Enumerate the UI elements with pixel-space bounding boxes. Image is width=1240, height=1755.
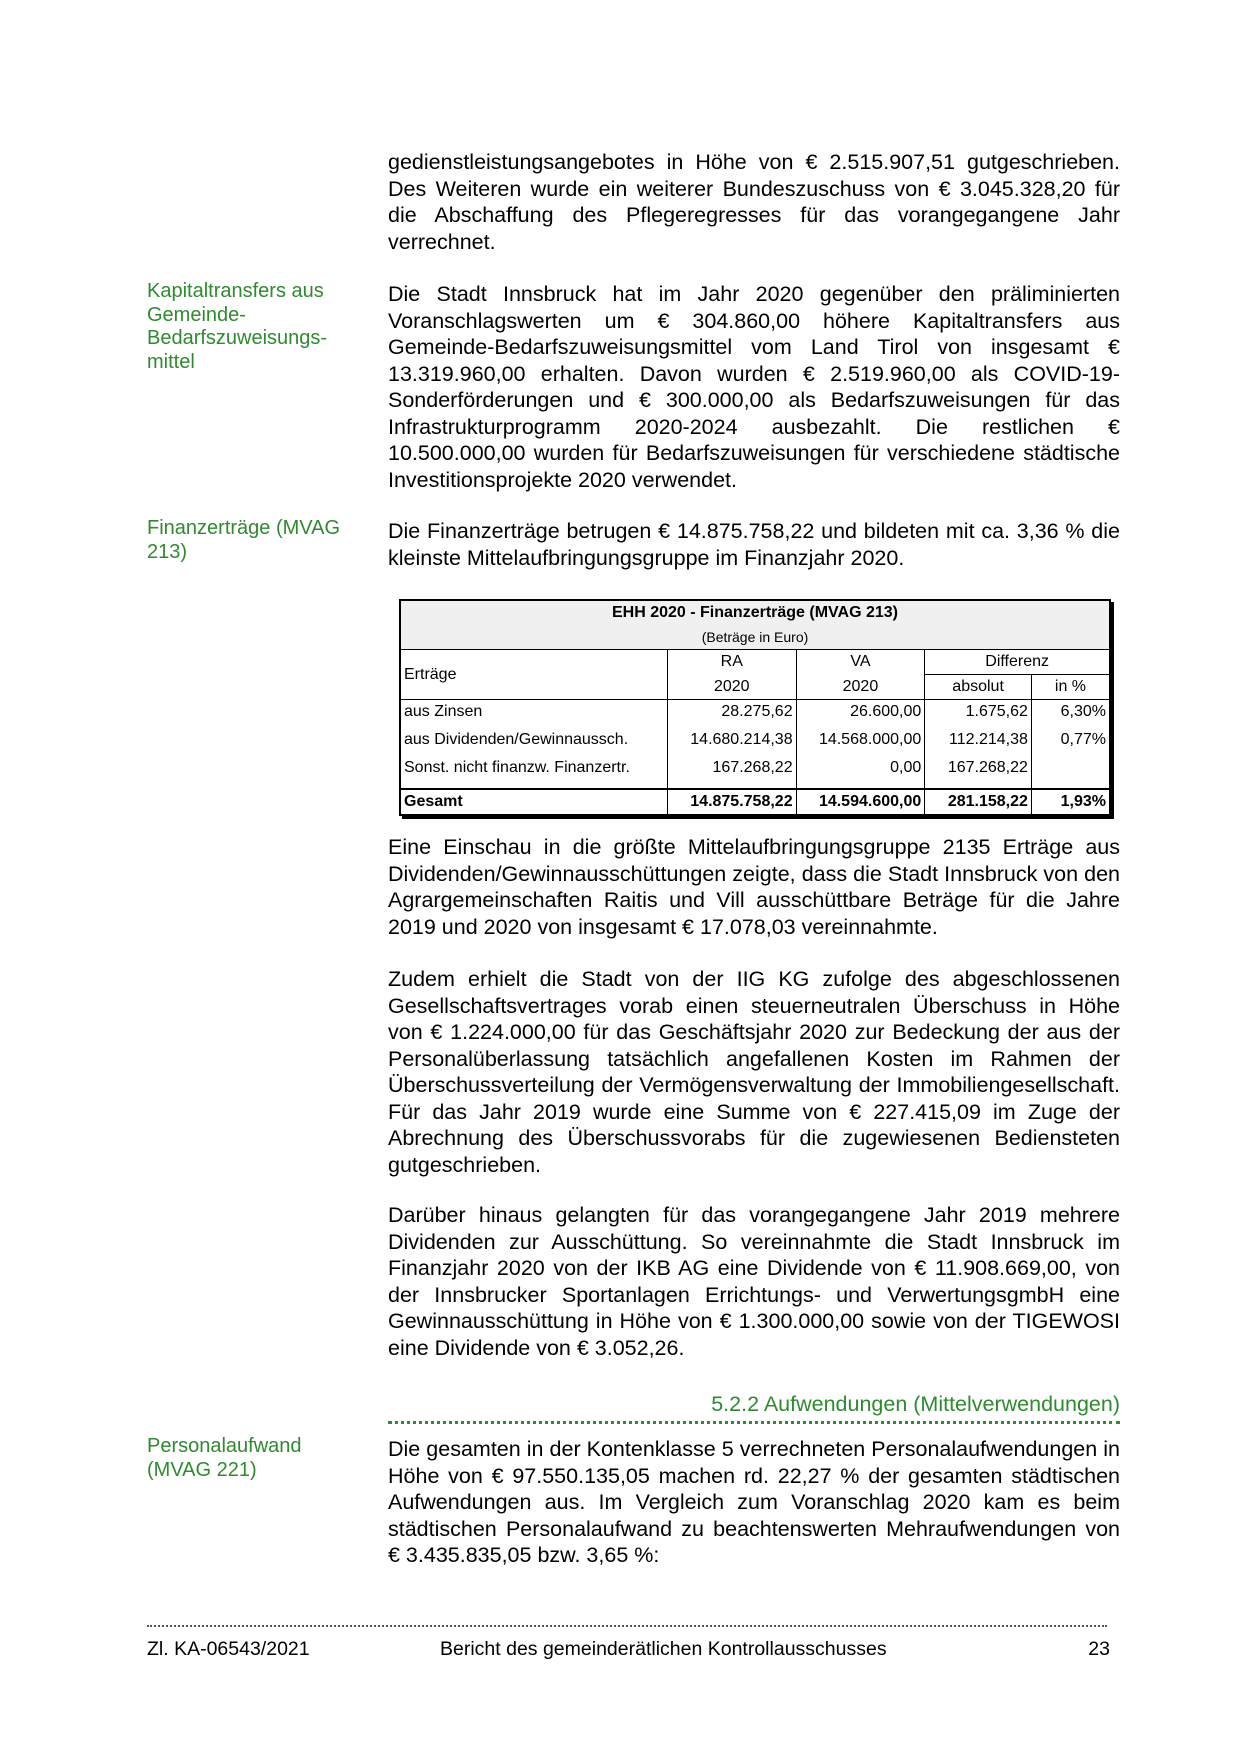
paragraph-personalaufwand: Die gesamten in der Kontenklasse 5 verrechneten Personalaufwendungen in Höhe von € 97.550.135,05 machen rd. 22,27 % der gesamten städtischen Aufwendungen aus. Im Vergleich zum Voranschlag 2020 kam es beim städtischen Personalaufwand zu beachtenswerten Mehraufwendungen von € 3.435.835,05 bzw. 3,65 %: xyxy=(388,1437,1120,1567)
page-number: 23 xyxy=(1088,1638,1110,1660)
total-label: Gesamt xyxy=(400,789,667,815)
footer-title: Bericht des gemeinderätlichen Kontrollausschusses xyxy=(440,1638,887,1660)
heading-underline xyxy=(388,1421,1120,1424)
col-header-va: VA xyxy=(796,650,925,675)
row-pct: 0,77% xyxy=(1031,724,1110,752)
section-heading: 5.2.2 Aufwendungen (Mittelverwendungen) xyxy=(711,1392,1120,1416)
paragraph-top: gedienstleistungsangebotes in Höhe von € 2.515.907,51 gutgeschrieben. Des Weiteren wurde ein weiterer Bundeszuschuss von € 3.045.328,20 für die Abschaffung des Pflegeregresses für das vorangegangene Jahr verrechnet. xyxy=(388,150,1120,254)
table-row xyxy=(400,724,1110,752)
table-title: EHH 2020 - Finanzerträge (MVAG 213) xyxy=(400,600,1110,625)
row-pct xyxy=(1031,752,1110,780)
paragraph-kapitaltransfers: Die Stadt Innsbruck hat im Jahr 2020 gegenüber den präliminierten Voranschlagswerten um € 304.860,00 höhere Kapitaltransfers aus Gemeinde-Bedarfszuweisungsmittel vom Land Tirol von insgesamt € 13.319.960,00 erhalten. Davon wurden € 2.519.960,00 als COVID-19-Sonderförderungen und € 300.000,00 als Bedarfszuweisungen für das Infrastrukturprogramm 2020-2024 ausbezahlt. Die restlichen € 10.500.000,00 wurden für Bedarfszuweisungen für verschiedene städtische Investitionsprojekte 2020 verwendet. xyxy=(388,282,1120,492)
row-label: aus Dividenden/Gewinnaussch. xyxy=(400,724,667,752)
col-header-ra: RA xyxy=(667,650,796,675)
row-abs: 167.268,22 xyxy=(925,752,1032,780)
footer-divider xyxy=(147,1625,1107,1627)
row-abs: 1.675,62 xyxy=(925,700,1032,725)
row-va: 26.600,00 xyxy=(796,700,925,725)
paragraph-finanzertraege: Die Finanzerträge betrugen € 14.875.758,22 und bildeten mit ca. 3,36 % die kleinste Mittelaufbringungsgruppe im Finanzjahr 2020. xyxy=(388,519,1120,570)
table-total-row xyxy=(400,789,1110,815)
margin-note-finanzertraege: Finanzerträge (MVAG 213) xyxy=(147,517,341,563)
col-header-va-year: 2020 xyxy=(796,675,925,700)
col-header-differenz: Differenz xyxy=(925,650,1110,675)
row-label: Sonst. nicht finanzw. Finanzertr. xyxy=(400,752,667,780)
margin-note-personalaufwand: Personalaufwand (MVAG 221) xyxy=(147,1435,302,1481)
row-ra: 167.268,22 xyxy=(667,752,796,780)
paragraph-zudem: Zudem erhielt die Stadt von der IIG KG zufolge des abgeschlossenen Gesellschaftsvertrages vorab einen steuerneutralen Überschuss in Höhe von € 1.224.000,00 für das Geschäftsjahr 2020 zur Bedeckung der aus der Personalüberlassung tatsächlich angefallenen Kosten im Rahmen der Überschussverteilung der Vermögensverwaltung der Immobiliengesellschaft. Für das Jahr 2019 wurde eine Summe von € 227.415,09 im Zuge der Abrechnung des Überschussvorabs für die zugewiesenen Bediensteten gutgeschrieben. xyxy=(388,967,1120,1177)
row-pct: 6,30% xyxy=(1031,700,1110,725)
finanzertraege-table xyxy=(399,599,1111,816)
row-label: aus Zinsen xyxy=(400,700,667,725)
footer-reference: Zl. KA-06543/2021 xyxy=(147,1638,310,1660)
row-abs: 112.214,38 xyxy=(925,724,1032,752)
row-va: 0,00 xyxy=(796,752,925,780)
col-header-ra-year: 2020 xyxy=(667,675,796,700)
paragraph-einschau: Eine Einschau in die größte Mittelaufbringungsgruppe 2135 Erträge aus Dividenden/Gewinnausschüttungen zeigte, dass die Stadt Innsbruck von den Agrargemeinschaften Raitis und Vill ausschüttbare Beträge für die Jahre 2019 und 2020 von insgesamt € 17.078,03 vereinnahmte. xyxy=(388,835,1120,939)
table-row xyxy=(400,752,1110,780)
row-ra: 28.275,62 xyxy=(667,700,796,725)
total-ra: 14.875.758,22 xyxy=(667,789,796,815)
col-header-pct: in % xyxy=(1031,675,1110,700)
col-header-ertraege: Erträge xyxy=(400,650,667,700)
paragraph-darueber: Darüber hinaus gelangten für das vorangegangene Jahr 2019 mehrere Dividenden zur Ausschüttung. So vereinnahmte die Stadt Innsbruck im Finanzjahr 2020 von der IKB AG eine Dividende von € 11.908.669,00, von der Innsbrucker Sportanlagen Errichtungs- und VerwertungsgmbH eine Gewinnausschüttung in Höhe von € 1.300.000,00 sowie von der TIGEWOSI eine Dividende von € 3.052,26. xyxy=(388,1203,1120,1360)
table-subtitle: (Beträge in Euro) xyxy=(400,625,1110,650)
total-va: 14.594.600,00 xyxy=(796,789,925,815)
row-ra: 14.680.214,38 xyxy=(667,724,796,752)
total-abs: 281.158,22 xyxy=(925,789,1032,815)
margin-note-kapitaltransfers: Kapitaltransfers aus Gemeinde-Bedarfszuweisungs-mittel xyxy=(147,280,328,373)
row-va: 14.568.000,00 xyxy=(796,724,925,752)
col-header-absolut: absolut xyxy=(925,675,1032,700)
table-row xyxy=(400,700,1110,725)
total-pct: 1,93% xyxy=(1031,789,1110,815)
